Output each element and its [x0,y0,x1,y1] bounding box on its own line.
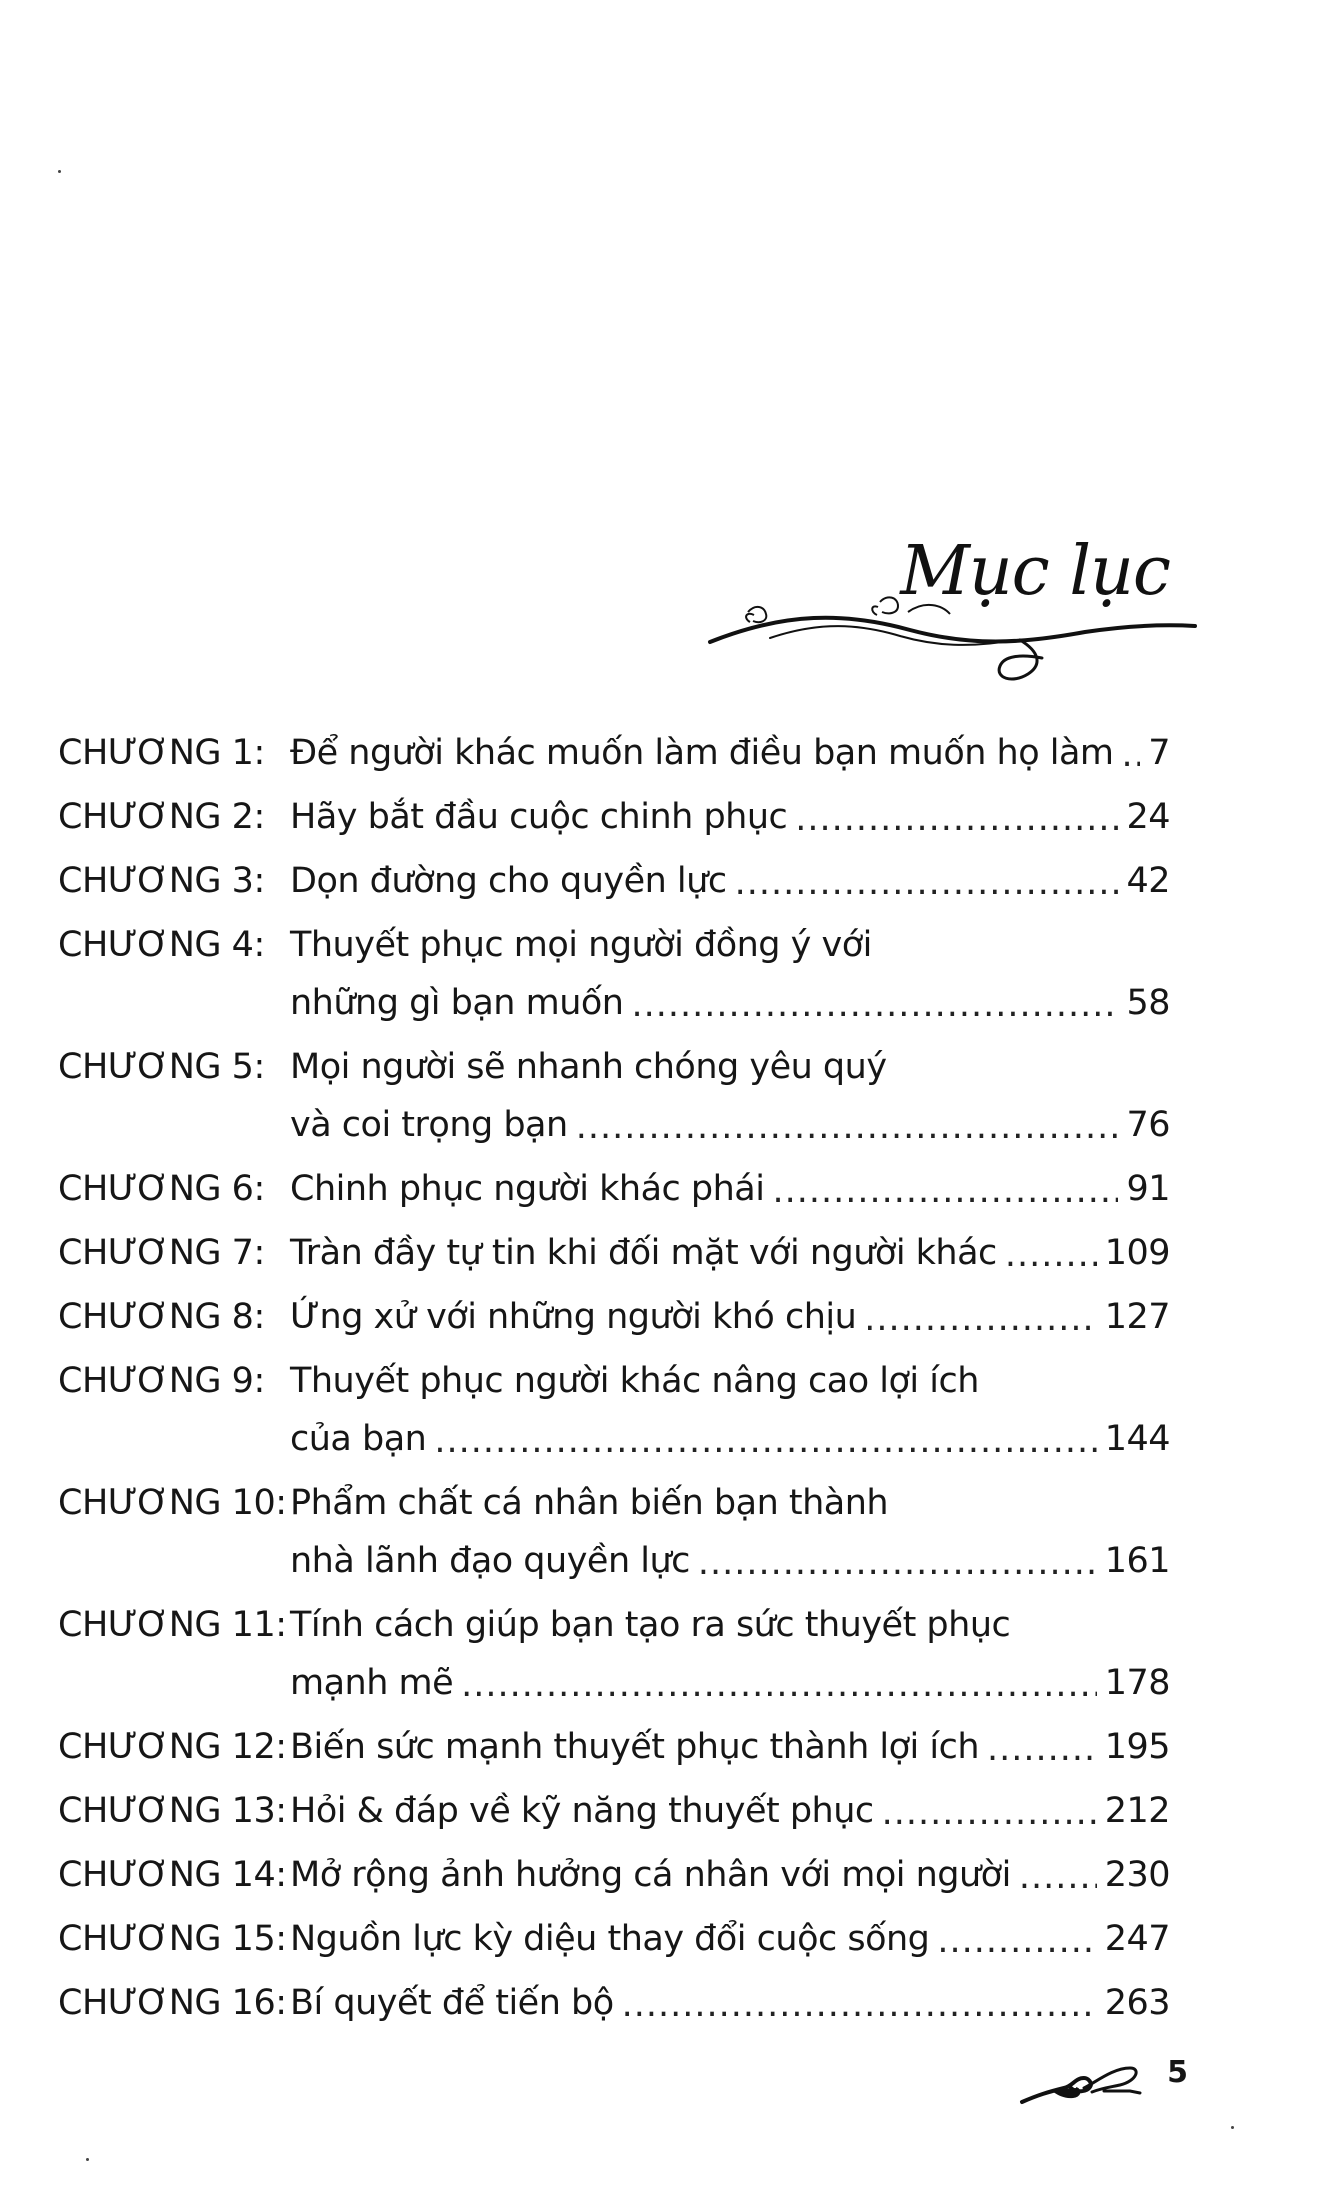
chapter-title: Chinh phục người khác phái [290,1169,765,1209]
chapter-line [290,1788,1170,1834]
leader-dots [864,1296,1096,1334]
toc-entry-11 [58,1602,1170,1706]
chapter-title-continued: và coi trọng bạn [290,1105,568,1145]
chapter-line-continued [290,1660,1170,1706]
chapter-title: Mở rộng ảnh hưởng cá nhân với mọi người [290,1855,1011,1895]
chapter-label: CHƯƠNG 8: [58,1297,265,1337]
chapter-page-number: 24 [1126,797,1170,837]
toc-entry-4 [58,922,1170,1026]
chapter-page-number: 58 [1126,983,1170,1023]
chapter-label: CHƯƠNG 2: [58,797,265,837]
chapter-title: Để người khác muốn làm điều bạn muốn họ làm [290,733,1114,773]
chapter-label: CHƯƠNG 16: [58,1983,287,2023]
chapter-label: CHƯƠNG 3: [58,861,265,901]
leader-dots [434,1418,1096,1456]
chapter-label: CHƯƠNG 4: [58,925,265,965]
chapter-line [290,794,1170,840]
chapter-label: CHƯƠNG 12: [58,1727,287,1767]
leader-dots [937,1918,1096,1956]
chapter-page-number: 195 [1104,1727,1170,1767]
chapter-title-continued: nhà lãnh đạo quyền lực [290,1541,690,1581]
chapter-body [290,858,1170,904]
table-of-contents [58,730,1170,2044]
chapter-body [290,1788,1170,1834]
chapter-line-continued [290,1538,1170,1584]
chapter-title: Hỏi & đáp về kỹ năng thuyết phục [290,1791,874,1831]
chapter-line-continued [290,1102,1170,1148]
chapter-title: Nguồn lực kỳ diệu thay đổi cuộc sống [290,1919,930,1959]
chapter-label: CHƯƠNG 13: [58,1791,287,1831]
chapter-line [290,1166,1170,1212]
toc-entry-9 [58,1358,1170,1462]
chapter-page-number: 127 [1104,1297,1170,1337]
chapter-line [290,1980,1170,2026]
chapter-page-number: 212 [1104,1791,1170,1831]
chapter-body [290,1044,1170,1148]
leader-dots [882,1790,1097,1828]
leader-dots [1019,1854,1097,1892]
chapter-title: Biến sức mạnh thuyết phục thành lợi ích [290,1727,980,1767]
chapter-page-number: 230 [1104,1855,1170,1895]
chapter-page-number: 161 [1104,1541,1170,1581]
toc-entry-16 [58,1980,1170,2026]
chapter-title: Mọi người sẽ nhanh chóng yêu quý [290,1047,887,1087]
leader-dots [576,1104,1119,1142]
chapter-label: CHƯƠNG 10: [58,1483,287,1523]
chapter-label: CHƯƠNG 1: [58,733,265,773]
chapter-line [290,1358,1170,1404]
chapter-body [290,922,1170,1026]
leader-dots [987,1726,1097,1764]
leader-dots [1005,1232,1097,1270]
chapter-title: Ứng xử với những người khó chịu [290,1297,857,1337]
toc-entry-1 [58,730,1170,776]
chapter-page-number: 109 [1104,1233,1170,1273]
chapter-body [290,794,1170,840]
chapter-body [290,1852,1170,1898]
paper-speck [86,2158,89,2161]
page-title: Mục lục [900,532,1170,611]
leader-dots [1122,732,1141,770]
page-footer [1018,2050,1188,2130]
page-number: 5 [1167,2055,1188,2090]
chapter-body [290,1916,1170,1962]
chapter-line [290,730,1170,776]
chapter-page-number: 247 [1104,1919,1170,1959]
chapter-page-number: 144 [1104,1419,1170,1459]
chapter-body [290,1724,1170,1770]
chapter-page-number: 7 [1148,733,1170,773]
chapter-label: CHƯƠNG 7: [58,1233,265,1273]
toc-entry-5 [58,1044,1170,1148]
chapter-body [290,1980,1170,2026]
paper-speck [1231,2126,1234,2129]
chapter-body [290,1602,1170,1706]
toc-entry-12 [58,1724,1170,1770]
chapter-title: Tính cách giúp bạn tạo ra sức thuyết phục [290,1605,1011,1645]
chapter-line [290,1916,1170,1962]
toc-entry-15 [58,1916,1170,1962]
chapter-body [290,1358,1170,1462]
leader-dots [795,796,1118,834]
chapter-title-continued: mạnh mẽ [290,1663,454,1703]
leader-dots [622,1982,1097,2020]
chapter-line [290,1602,1170,1648]
chapter-body [290,1480,1170,1584]
paper-speck [58,170,61,173]
chapter-label: CHƯƠNG 9: [58,1361,265,1401]
leader-dots [735,860,1119,898]
chapter-page-number: 76 [1126,1105,1170,1145]
chapter-title-continued: những gì bạn muốn [290,983,624,1023]
chapter-page-number: 178 [1104,1663,1170,1703]
chapter-line [290,1724,1170,1770]
leader-dots [632,982,1119,1020]
chapter-label: CHƯƠNG 14: [58,1855,287,1895]
chapter-line [290,1852,1170,1898]
chapter-line [290,1230,1170,1276]
chapter-page-number: 91 [1126,1169,1170,1209]
chapter-title: Phẩm chất cá nhân biến bạn thành [290,1483,889,1523]
chapter-body [290,1294,1170,1340]
leader-dots [461,1662,1097,1700]
chapter-line [290,1044,1170,1090]
toc-entry-7 [58,1230,1170,1276]
chapter-line [290,922,1170,968]
chapter-page-number: 263 [1104,1983,1170,2023]
chapter-title: Bí quyết để tiến bộ [290,1983,614,2023]
chapter-body [290,1230,1170,1276]
toc-entry-14 [58,1852,1170,1898]
chapter-line [290,858,1170,904]
chapter-title: Thuyết phục người khác nâng cao lợi ích [290,1361,979,1401]
chapter-label: CHƯƠNG 5: [58,1047,265,1087]
leader-dots [698,1540,1097,1578]
toc-entry-13 [58,1788,1170,1834]
chapter-page-number: 42 [1126,861,1170,901]
chapter-label: CHƯƠNG 11: [58,1605,287,1645]
chapter-title: Thuyết phục mọi người đồng ý với [290,925,872,965]
chapter-line [290,1294,1170,1340]
chapter-line-continued [290,1416,1170,1462]
leader-dots [772,1168,1118,1206]
chapter-body [290,730,1170,776]
chapter-title: Hãy bắt đầu cuộc chinh phục [290,797,788,837]
toc-entry-2 [58,794,1170,840]
page-ornament-icon [1018,2050,1143,2120]
chapter-title: Tràn đầy tự tin khi đối mặt với người khác [290,1233,997,1273]
chapter-title-continued: của bạn [290,1419,427,1459]
chapter-label: CHƯƠNG 6: [58,1169,265,1209]
toc-entry-8 [58,1294,1170,1340]
table-of-contents-heading [690,520,1210,690]
toc-entry-6 [58,1166,1170,1212]
chapter-line-continued [290,980,1170,1026]
toc-entry-3 [58,858,1170,904]
chapter-line [290,1480,1170,1526]
toc-entry-10 [58,1480,1170,1584]
chapter-title: Dọn đường cho quyền lực [290,861,727,901]
chapter-body [290,1166,1170,1212]
chapter-label: CHƯƠNG 15: [58,1919,287,1959]
